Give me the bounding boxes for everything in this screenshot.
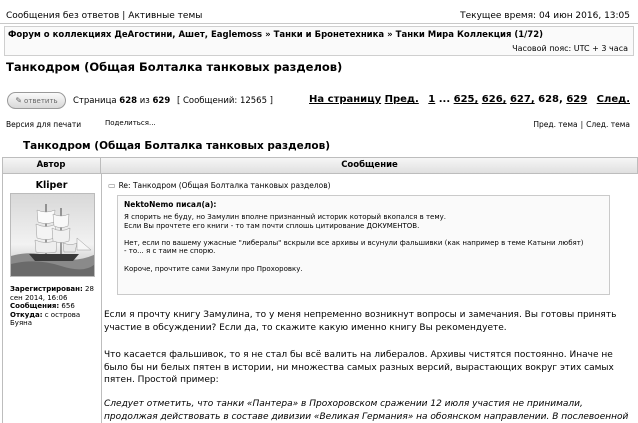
document-icon: ▭ xyxy=(108,181,116,190)
author-from xyxy=(10,311,100,328)
quote-line: Я спорить не буду, но Замулин вполне признанный историк который вкопался в тему. xyxy=(124,213,446,221)
quote-line: Короче, прочтите сами Замули про Прохоровку. xyxy=(124,264,303,273)
post-author-name[interactable]: Kliper xyxy=(35,180,68,191)
quote-gap xyxy=(124,230,604,239)
breadcrumb-arrow: » xyxy=(265,30,271,40)
quote-line: Нет, если по вашему ужасные "либералы" вскрыли все архивы и всунули фальшивки (как например в теме Катыни любят) xyxy=(124,238,584,247)
pagination-page-1[interactable]: 1 xyxy=(428,94,436,105)
registered-value: 28 сен 2014, 16:06 xyxy=(10,285,94,302)
top-links xyxy=(6,11,202,21)
post-paragraph-3: Следует отметить, что танки «Пантера» в Прохоровском сражении 12 июля участия не принимали, продолжая действовать в составе дивизии «Великая Германия» на обоянском направлении. В послевоенной xyxy=(104,399,629,422)
messages-value: 656 xyxy=(61,302,75,310)
breadcrumb-forum[interactable]: Форум о коллекциях ДеАгостини, Ашет, Eaglemoss xyxy=(8,30,263,40)
from-label: Откуда: xyxy=(10,310,43,319)
sailing-ship-avatar xyxy=(11,194,95,277)
pagination-page-625[interactable]: 625, xyxy=(453,94,479,105)
author-registered xyxy=(10,285,100,302)
breadcrumb-collection[interactable]: Танки Мира Коллекция (1/72) xyxy=(395,30,544,40)
column-divider xyxy=(101,174,102,423)
page-info-prefix: Страница xyxy=(73,96,117,106)
page-info-current: 628 xyxy=(119,96,138,106)
pagination-page-629[interactable]: 629 xyxy=(566,94,588,105)
message-column-header: Сообщение xyxy=(341,160,398,170)
pagination-page-626[interactable]: 626, xyxy=(481,94,507,105)
unanswered-link[interactable]: Сообщения без ответов xyxy=(6,11,120,21)
timezone: Часовой пояс: UTC + 3 часа xyxy=(512,44,628,53)
avatar xyxy=(10,193,95,277)
from-value: с острова Буяна xyxy=(10,310,81,327)
post-paragraph-1: Если я прочту книгу Замулина, то у меня непременно возникнут вопросы и замечания. Вы готовы принять участие в обсуждении? Если да, то скажите какую именно книгу Вы рекомендуете. xyxy=(104,310,617,333)
topic-title: Танкодром (Общая Болталка танковых разделов) xyxy=(23,140,331,152)
page-info-total: 629 xyxy=(152,96,171,106)
quote-author: NektoNemo писал(а): xyxy=(124,200,217,209)
post-paragraph-2: Что касается фальшивок, то я не стал бы всё валить на либералов. Архивы чистятся постоянно. Иначе не было бы ни белых пятен в истории, ни множества самых разных версий, вырастающих вокруг этих самых пятен. Простой пример: xyxy=(104,350,614,385)
share-link[interactable]: Поделиться... xyxy=(105,119,156,127)
page-info-messages: [ Сообщений: 12565 ] xyxy=(176,96,273,106)
author-column-header: Автор xyxy=(2,157,101,174)
reply-button-label: ответить xyxy=(24,97,58,105)
pagination-page-628: 628, xyxy=(538,94,563,105)
quote-line: Если Вы прочтете его книги - то там почти сплошь цитирование ДОКУМЕНТОВ. xyxy=(124,221,420,230)
page-info-of: из xyxy=(139,96,150,106)
breadcrumb-tanks[interactable]: Танки и Бронетехника xyxy=(273,30,385,40)
breadcrumb-arrow: » xyxy=(387,30,393,40)
breadcrumb xyxy=(8,30,543,40)
prev-topic-link[interactable]: Пред. тема xyxy=(533,120,578,129)
pencil-icon: ✎ xyxy=(15,96,23,105)
post-subject xyxy=(108,181,331,190)
pagination-label: На страницу xyxy=(309,94,382,105)
print-version-link[interactable]: Версия для печати xyxy=(6,120,82,129)
pagination xyxy=(309,94,630,105)
quote-gap xyxy=(124,256,604,265)
author-meta xyxy=(10,285,100,328)
top-links-separator: | xyxy=(122,11,126,21)
topic-nav xyxy=(533,120,630,129)
table-left-border xyxy=(2,174,3,423)
messages-label: Сообщения: xyxy=(10,302,60,310)
topic-nav-separator: | xyxy=(580,120,584,129)
pagination-next[interactable]: След. xyxy=(596,94,630,105)
quote-text xyxy=(124,213,604,273)
pagination-ellipsis: ... xyxy=(438,94,451,105)
current-time: Текущее время: 04 июн 2016, 13:05 xyxy=(460,11,630,21)
reply-button[interactable] xyxy=(7,92,66,109)
pagination-page-627[interactable]: 627, xyxy=(509,94,535,105)
registered-label: Зарегистрирован: xyxy=(10,285,83,293)
author-messages xyxy=(10,302,100,311)
page-info xyxy=(73,96,273,106)
next-topic-link[interactable]: След. тема xyxy=(586,120,630,129)
active-topics-link[interactable]: Активные темы xyxy=(128,11,203,21)
post-subject-link[interactable]: Re: Танкодром (Общая Болталка танковых разделов) xyxy=(118,181,331,190)
quote-line: - то... я с таим не спорю. xyxy=(124,247,216,256)
pagination-prev[interactable]: Пред. xyxy=(384,94,419,105)
page-title[interactable]: Танкодром (Общая Болталка танковых разделов) xyxy=(6,60,343,74)
